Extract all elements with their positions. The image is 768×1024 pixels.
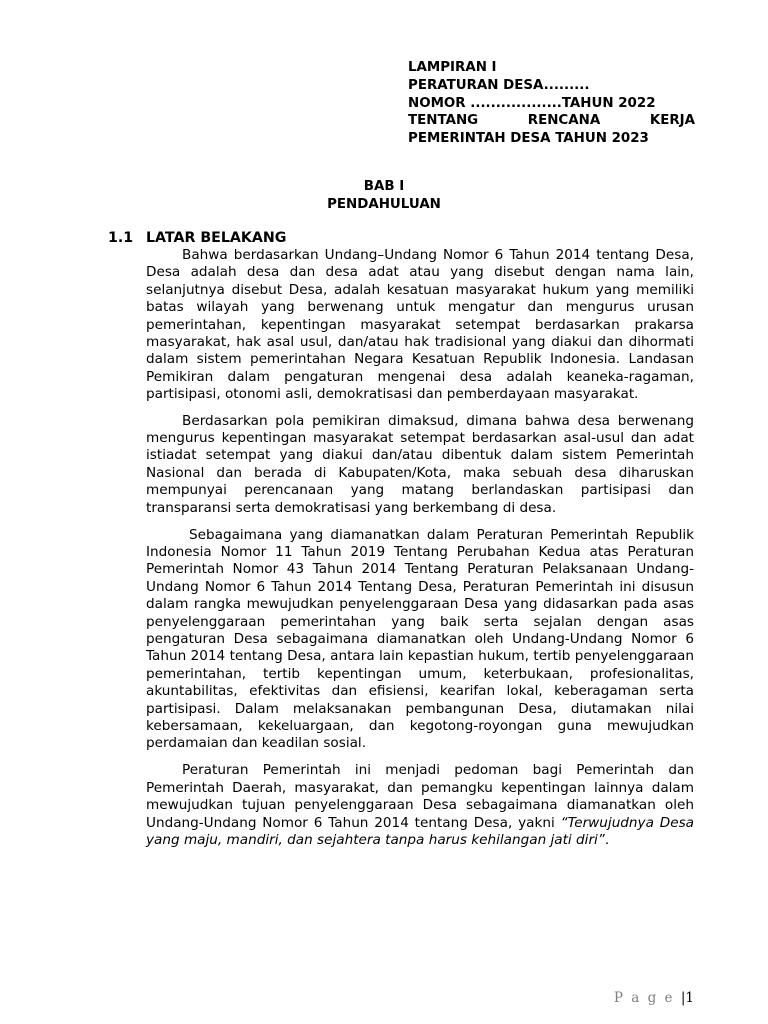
subject-word: RENCANA	[527, 113, 601, 129]
vision-quote: “Terwujudnya Desa yang maju, mandiri, dan sejahtera tanpa harus kehilangan jati diri”	[146, 814, 694, 848]
regulation-number: NOMOR ..................TAHUN 2022	[408, 95, 656, 111]
document-body	[146, 247, 694, 859]
paragraph: Berdasarkan pola pemikiran dimaksud, dimana bahwa desa berwenang mengurus kepentingan masyarakat setempat berdasarkan asal-usul dan adat istiadat setempat yang diakui dan/atau dibentuk dalam sistem Pemerintah Nasional dan berada di Kabupaten/Kota, maka sebuah desa diharuskan mempunyai perencanaan yang matang berlandaskan partisipasi dan transparansi serta demokratisasi yang berkembang di desa.	[146, 412, 694, 516]
attachment-header	[408, 59, 695, 148]
section-number: 1.1	[108, 230, 134, 246]
page-separator: |	[680, 990, 686, 1006]
subject-word: KERJA	[649, 113, 695, 129]
chapter-number: BAB I	[363, 179, 405, 194]
paragraph-text: Peraturan Pemerintah ini menjadi pedoman bagi Pemerintah dan Pemerintah Daerah, masyarakat, dan pemangku kepentingan lainnya dalam mewujudkan tujuan penyelenggaraan Desa sebagaimana diamanatkan oleh Undang-Undang Nomor 6 Tahun 2014 tentang Desa, yakni	[146, 762, 694, 831]
paragraph-end: .	[604, 832, 610, 848]
page-number: 1	[685, 990, 694, 1006]
page-footer	[614, 990, 694, 1006]
regulation-subject-end: PEMERINTAH DESA TAHUN 2023	[408, 131, 649, 147]
regulation-subject-line	[408, 112, 695, 130]
attachment-label: LAMPIRAN I	[408, 60, 497, 75]
regulation-title: PERATURAN DESA.........	[408, 77, 590, 93]
paragraph: Bahwa berdasarkan Undang–Undang Nomor 6 Tahun 2014 tentang Desa, Desa adalah desa dan desa adat atau yang disebut dengan nama lain, selanjutnya disebut Desa, adalah kesatuan masyarakat hukum yang memiliki batas wilayah yang berwenang untuk mengatur dan mengurus urusan pemerintahan, kepentingan masyarakat setempat berdasarkan prakarsa masyarakat, hak asal usul, dan/atau hak tradisional yang diakui dan dihormati dalam sistem pemerintahan Negara Kesatuan Republik Indonesia. Landasan Pemikiran dalam pengaturan mengenai desa adalah keaneka-ragaman, partisipasi, otonomi asli, demokratisasi dan pemberdayaan masyarakat.	[146, 247, 694, 403]
paragraph: Sebagaimana yang diamanatkan dalam Peraturan Pemerintah Republik Indonesia Nomor 11 Tahun 2019 Tentang Perubahan Kedua atas Peraturan Pemerintah Nomor 43 Tahun 2014 Tentang Peraturan Pelaksanaan Undang-Undang Nomor 6 Tahun 2014 Tentang Desa, Peraturan Pemerintah ini disusun dalam rangka mewujudkan penyelenggaraan Desa yang didasarkan pada asas penyelenggaraan pemerintahan yang baik serta sejalan dengan asas pengaturan Desa sebagaimana diamanatkan oleh Undang-Undang Nomor 6 Tahun 2014 tentang Desa, antara lain kepastian hukum, tertib penyelenggaraan pemerintahan, tertib kepentingan umum, keterbukaan, profesionalitas, akuntabilitas, efektivitas dan efisiensi, kearifan lokal, keberagaman serta partisipasi. Dalam melaksanakan pembangunan Desa, diutamakan nilai kebersamaan, kekeluargaan, dan kegotong-royongan guna mewujudkan perdamaian dan keadilan sosial.	[146, 526, 694, 752]
section-title: LATAR BELAKANG	[146, 230, 287, 246]
subject-word: TENTANG	[408, 113, 479, 129]
page-label: P a g e	[613, 990, 675, 1006]
chapter-title: PENDAHULUAN	[327, 197, 441, 212]
paragraph	[146, 762, 694, 849]
